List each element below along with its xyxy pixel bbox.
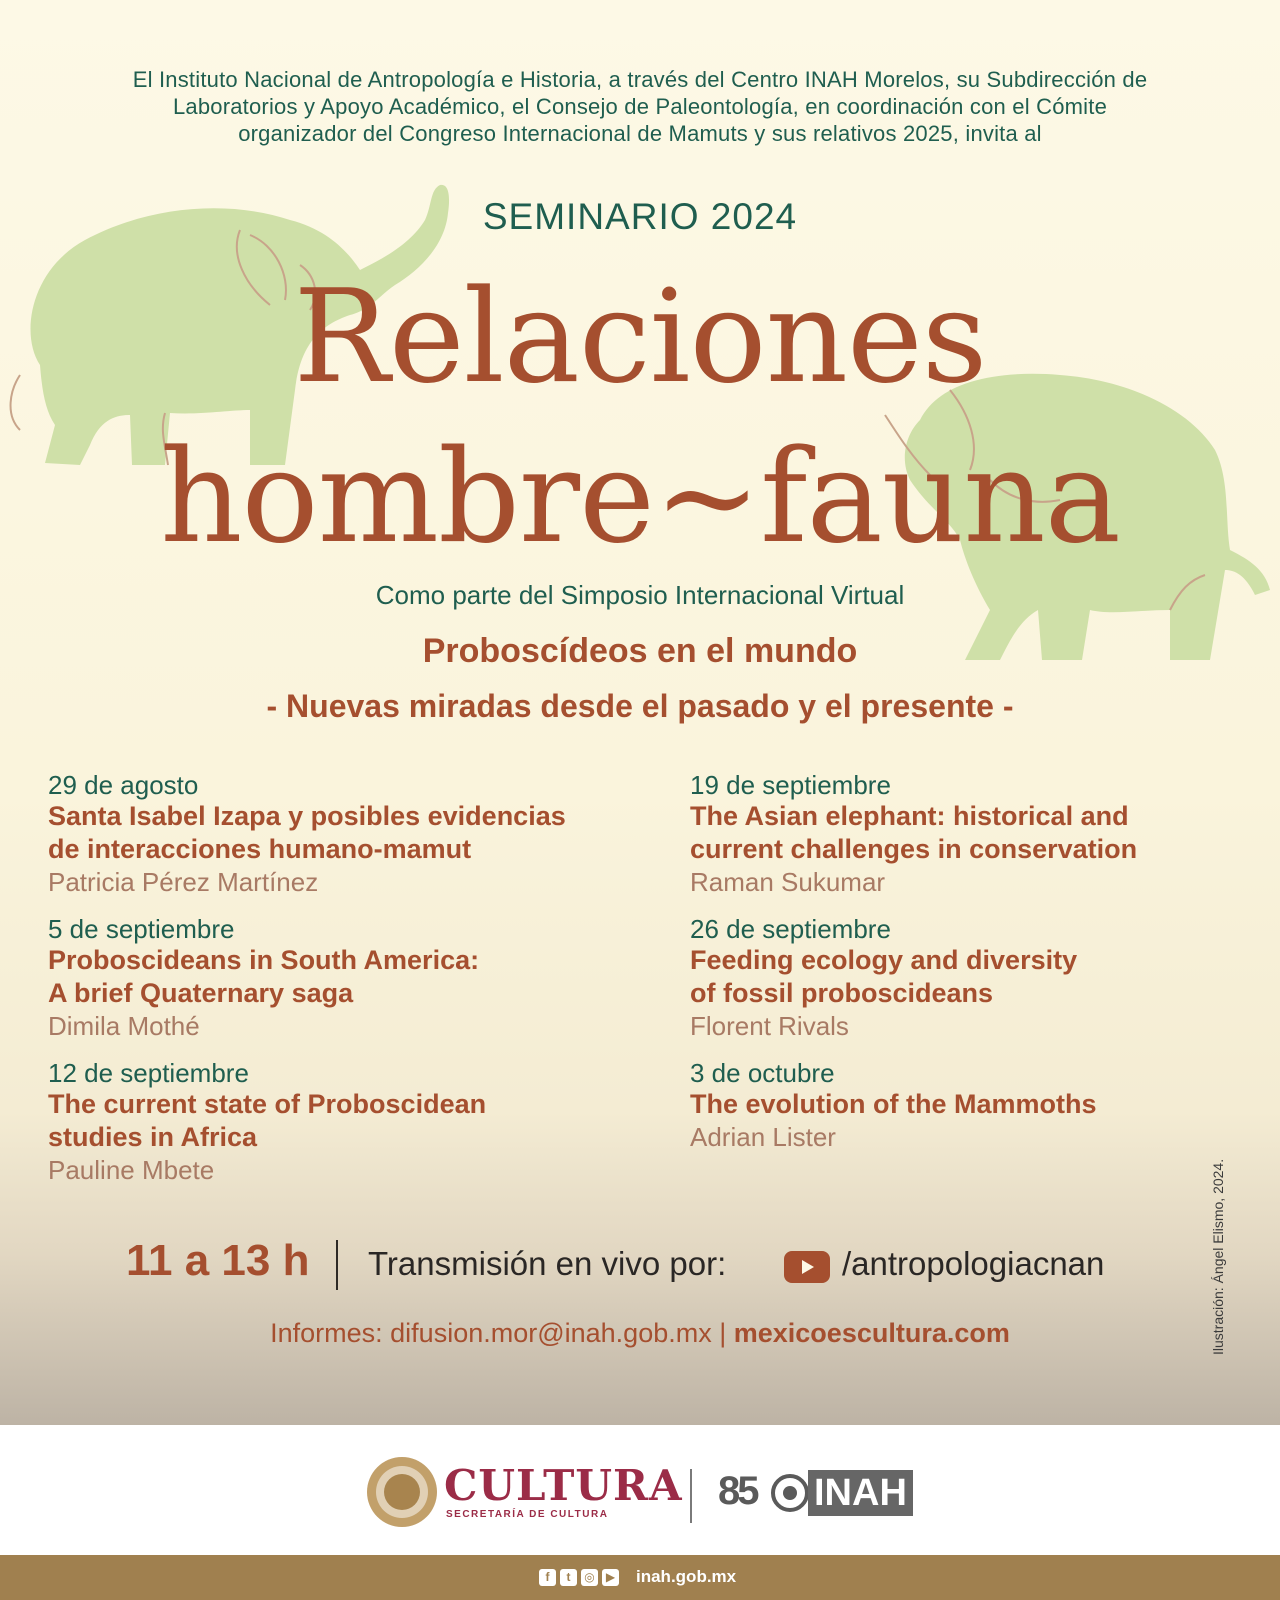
session-speaker: Pauline Mbete [48,1155,215,1185]
session-item [690,1058,1280,1153]
symposium-subtitle: - Nuevas miradas desde el pasado y el presente - [266,688,1014,724]
inah-glyph-icon [770,1473,810,1513]
stream-label: Transmisión en vivo por: [368,1245,727,1282]
instagram-icon[interactable]: ◎ [581,1569,598,1586]
logos-band [0,1425,1280,1555]
main-title-line-2: hombre~fauna [160,423,1120,572]
session-talk: Proboscideans in South America: [48,945,480,975]
logo-divider [690,1469,692,1523]
footer-bar [0,1555,1280,1600]
session-date: 3 de octubre [690,1058,835,1088]
session-talk: Feeding ecology and diversity [690,945,1078,975]
youtube-icon[interactable]: ▶ [602,1569,619,1586]
mexico-seal-icon [365,1455,439,1529]
session-item [690,770,1280,898]
illustration-credit: Ilustración: Ángel Elismo, 2024. [1210,1158,1226,1355]
intro-line: Laboratorios y Apoyo Académico, el Consejo de Paleontología, en coordinación con el Cómite [172,94,1108,119]
session-talk: studies in Africa [48,1122,258,1152]
session-talk: de interacciones humano-mamut [48,834,472,864]
schedule-hours: 11 a 13 h [126,1236,310,1285]
cultura-logo-text: CULTURA [444,1461,683,1510]
stream-channel-link[interactable]: /antropologiacnan [842,1245,1105,1282]
main-title-line-1: Relaciones [293,263,987,412]
session-speaker: Raman Sukumar [690,867,886,897]
session-talk: The evolution of the Mammoths [690,1089,1097,1119]
symposium-intro: Como parte del Simposio Internacional Virtual [375,580,905,610]
inah-85-number: 85 [718,1469,757,1513]
youtube-icon[interactable] [784,1251,830,1283]
contact-info [0,1318,1280,1349]
facebook-icon[interactable]: f [539,1569,556,1586]
intro-line: organizador del Congreso Internacional de Mamuts y sus relativos 2025, invita al [238,121,1042,146]
session-date: 5 de septiembre [48,914,235,944]
session-item [48,914,648,1042]
website-link[interactable]: mexicoescultura.com [733,1318,1010,1348]
session-date: 29 de agosto [48,770,199,800]
session-speaker: Florent Rivals [690,1011,849,1041]
sessions-right-column [690,770,1280,1169]
footer-website-link[interactable]: inah.gob.mx [636,1567,737,1586]
inah-logo-text: INAH [808,1470,913,1516]
intro-paragraph [40,66,1240,147]
session-talk: A brief Quaternary saga [48,978,354,1008]
symposium-title: Proboscídeos en el mundo [422,632,858,670]
session-speaker: Patricia Pérez Martínez [48,867,319,897]
session-speaker: Dimila Mothé [48,1011,200,1041]
session-talk: Santa Isabel Izapa y posibles evidencias [48,801,566,831]
session-item [48,1058,648,1186]
contact-email[interactable]: Informes: difusion.mor@inah.gob.mx | [270,1318,734,1348]
session-speaker: Adrian Lister [690,1122,836,1152]
session-item [48,770,648,898]
intro-line: El Instituto Nacional de Antropología e Historia, a través del Centro INAH Morelos, su Subdirección de [132,67,1148,92]
schedule-divider [336,1240,338,1290]
session-talk: of fossil proboscideans [690,978,994,1008]
session-item [690,914,1280,1042]
session-date: 19 de septiembre [690,770,891,800]
sessions-left-column [48,770,648,1202]
session-talk: The Asian elephant: historical and [690,801,1129,831]
session-date: 26 de septiembre [690,914,891,944]
social-icons [539,1569,619,1586]
session-talk: The current state of Proboscidean [48,1089,487,1119]
seminario-heading: SEMINARIO 2024 [482,196,798,237]
session-talk: current challenges in conservation [690,834,1138,864]
secretaria-text: SECRETARÍA DE CULTURA [446,1509,609,1520]
session-date: 12 de septiembre [48,1058,249,1088]
twitter-icon[interactable]: t [560,1569,577,1586]
